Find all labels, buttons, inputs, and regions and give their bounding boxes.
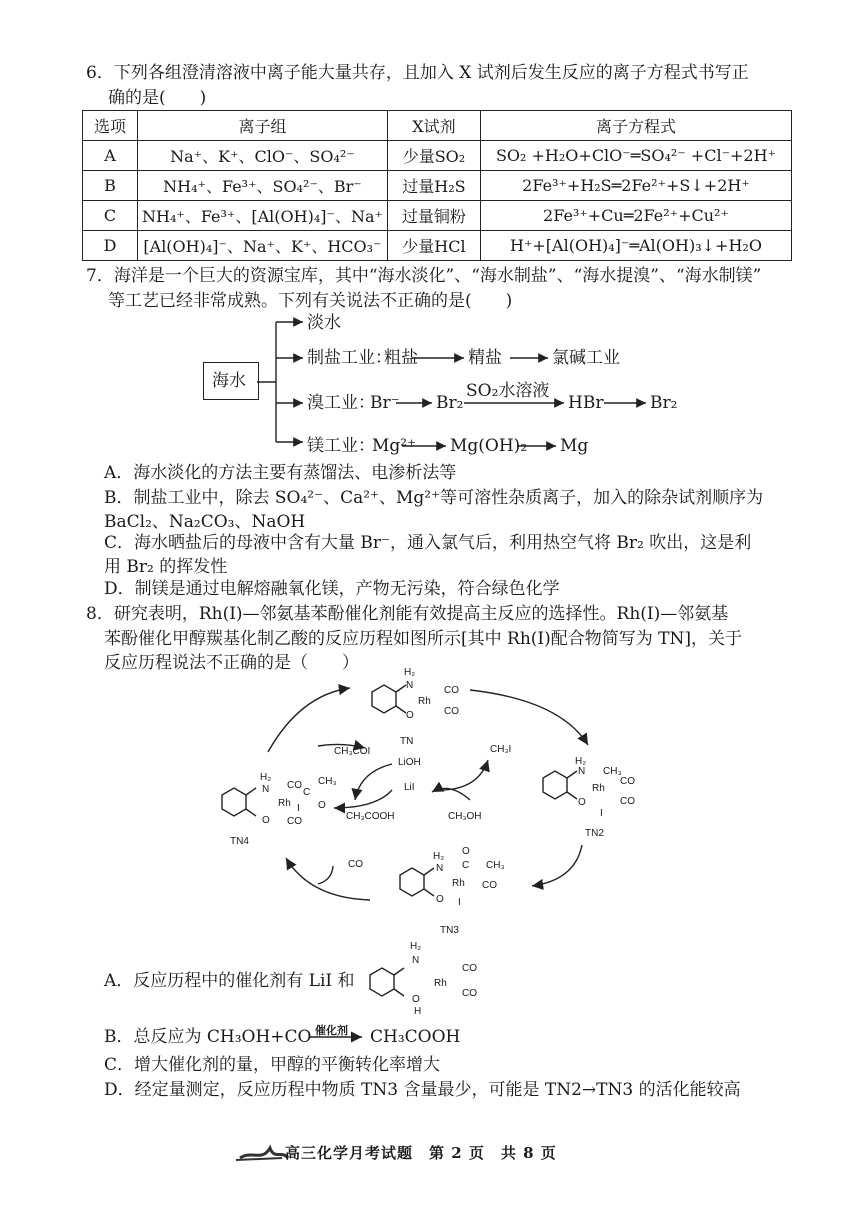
tn-h2: H₂ xyxy=(404,667,416,678)
opt-a-h: H xyxy=(414,1006,422,1017)
table-header: 离子方程式 xyxy=(480,111,791,141)
q7-option-c-line2: 用 Br₂ 的挥发性 xyxy=(104,557,228,577)
q7-option-c-line1: C．海水晒盐后的母液中含有大量 Br⁻，通入氯气后，利用热空气将 Br₂ 吹出，这是利 xyxy=(104,533,752,553)
co-reagent: CO xyxy=(348,859,363,870)
table-cell: [Al(OH)₄]⁻、Na⁺、K⁺、HCO₃⁻ xyxy=(138,231,388,261)
bromide-ion: Br⁻ xyxy=(370,393,400,413)
table-header: 选项 xyxy=(83,111,138,141)
table-cell: 过量铜粉 xyxy=(387,201,480,231)
bromine-2: Br₂ xyxy=(650,393,678,413)
tn4-o2: O xyxy=(318,800,326,811)
table-cell: Na⁺、K⁺、ClO⁻、SO₄²⁻ xyxy=(138,141,388,171)
lioh: LiOH xyxy=(398,757,421,768)
q6-stem-line1: 6．下列各组澄清溶液中离子能大量共存，且加入 X 试剂后发生反应的离子方程式书写正 xyxy=(86,63,749,83)
tn3-o: O xyxy=(436,894,444,905)
table-cell: D xyxy=(83,231,138,261)
tn2-ch3: CH₃ xyxy=(603,766,622,777)
opt-a-n: N xyxy=(412,955,420,966)
page-footer: 高三化学月考试题 第 2 页 共 8 页 xyxy=(285,1144,557,1162)
q7-stem-line1: 7．海洋是一个巨大的资源宝库，其中“海水淡化”、“海水制盐”、“海水提溴”、“海水制镁” xyxy=(86,266,762,286)
table-cell: 2Fe³⁺+Cu═2Fe²⁺+Cu²⁺ xyxy=(480,201,791,231)
ch3coi: CH₃COI xyxy=(334,746,371,757)
table-header: X试剂 xyxy=(387,111,480,141)
mg-metal: Mg xyxy=(560,436,589,456)
bromine-1: Br₂ xyxy=(436,393,464,413)
q7-stem-line2: 等工艺已经非常成熟。下列有关说法不正确的是( ) xyxy=(108,291,513,311)
table-cell: NH₄⁺、Fe³⁺、[Al(OH)₄]⁻、Na⁺ xyxy=(138,201,388,231)
tn4-rh: Rh xyxy=(278,798,291,809)
table-cell: 少量SO₂ xyxy=(387,141,480,171)
tn-n: N xyxy=(406,680,414,691)
table-cell: A xyxy=(83,141,138,171)
q6-stem-line2: 确的是( ) xyxy=(108,88,207,108)
tn-o: O xyxy=(406,710,414,721)
chlor-alkali: 氯碱工业 xyxy=(552,348,620,368)
tn2-n: N xyxy=(578,766,586,777)
tn3-o2: O xyxy=(462,846,470,857)
mg-ion: Mg²⁺ xyxy=(372,436,417,456)
table-cell: H⁺+[Al(OH)₄]⁻═Al(OH)₃↓+H₂O xyxy=(480,231,791,261)
tn-rh: Rh xyxy=(418,696,431,707)
refined-salt: 精盐 xyxy=(468,348,502,368)
tn3-rh: Rh xyxy=(452,878,465,889)
table-header: 离子组 xyxy=(138,111,388,141)
tn2-i: I xyxy=(600,808,603,819)
q7-option-d: D．制镁是通过电解熔融氧化镁，产物无污染，符合绿色化学 xyxy=(104,579,560,599)
tn3-h2: H₂ xyxy=(433,851,445,862)
tn3-co: CO xyxy=(482,880,497,891)
table-cell: 2Fe³⁺+H₂S═2Fe²⁺+S↓+2H⁺ xyxy=(480,171,791,201)
tn2-co1: CO xyxy=(620,776,635,787)
q8-option-c: C．增大催化剂的量，甲醇的平衡转化率增大 xyxy=(104,1055,441,1075)
tn3-n: N xyxy=(436,863,444,874)
tn2-h2: H₂ xyxy=(575,756,587,767)
tn2-rh: Rh xyxy=(592,783,605,794)
opt-a-co2: CO xyxy=(462,988,477,999)
tn3-ch3: CH₃ xyxy=(486,860,505,871)
branch-salt-label: 制盐工业： xyxy=(307,348,392,368)
seawater-label: 海水 xyxy=(212,371,246,391)
ch3i: CH₃I xyxy=(490,744,512,755)
tn4-co2: CO xyxy=(287,816,302,827)
so2-reagent: SO₂水溶液 xyxy=(466,381,550,401)
q7-option-b-line1: B．制盐工业中，除去 SO₄²⁻、Ca²⁺、Mg²⁺等可溶性杂质离子，加入的除杂试剂顺序为 xyxy=(104,488,764,508)
tn4-label: TN4 xyxy=(230,836,249,847)
q8-option-d: D．经定量测定，反应历程中物质 TN3 含量最少，可能是 TN2→TN3 的活化能较高 xyxy=(104,1080,741,1100)
tn4-n: N xyxy=(262,784,270,795)
tn2-co2: CO xyxy=(620,796,635,807)
tn4-h2: H₂ xyxy=(260,772,272,783)
q8-option-b-pre: B．总反应为 CH₃OH+CO xyxy=(104,1027,312,1047)
lii: LiI xyxy=(404,782,415,793)
q7-option-b-line2: BaCl₂、Na₂CO₃、NaOH xyxy=(104,512,306,532)
tn4-c: C xyxy=(303,787,311,798)
branch-bromine-label: 溴工业： xyxy=(307,393,375,413)
table-cell: B xyxy=(83,171,138,201)
q8-option-a: A．反应历程中的催化剂有 LiI 和 xyxy=(104,971,355,991)
q8-stem-line2: 苯酚催化甲醇羰基化制乙酸的反应历程如图所示[其中 Rh(Ⅰ)配合物简写为 TN]，关于 xyxy=(104,629,743,649)
tn4-ch3: CH₃ xyxy=(318,776,337,787)
tn-label: TN xyxy=(400,736,414,747)
q8-stem-line1: 8．研究表明，Rh(Ⅰ)—邻氨基苯酚催化剂能有效提高主反应的选择性。Rh(Ⅰ)—邻氨基 xyxy=(86,604,729,624)
branch-fresh-water: 淡水 xyxy=(307,313,341,333)
ch3cooh: CH₃COOH xyxy=(346,811,395,822)
table-cell: 过量H₂S xyxy=(387,171,480,201)
mg-hydroxide: Mg(OH)₂ xyxy=(450,436,528,456)
q8-option-b-post: CH₃COOH xyxy=(370,1027,461,1047)
crude-salt: 粗盐 xyxy=(384,348,418,368)
tn-co2: CO xyxy=(444,706,459,717)
opt-a-h2: H₂ xyxy=(410,941,422,952)
branch-magnesium-label: 镁工业： xyxy=(307,436,375,456)
table-cell: NH₄⁺、Fe³⁺、SO₄²⁻、Br⁻ xyxy=(138,171,388,201)
opt-a-co1: CO xyxy=(462,963,477,974)
table-cell: 少量HCl xyxy=(387,231,480,261)
table-cell: C xyxy=(83,201,138,231)
tn4-co1: CO xyxy=(287,780,302,791)
tn2-label: TN2 xyxy=(585,828,604,839)
q7-option-a: A．海水淡化的方法主要有蒸馏法、电渗析法等 xyxy=(104,463,457,483)
table-cell: SO₂ +H₂O+ClO⁻═SO₄²⁻ +Cl⁻+2H⁺ xyxy=(480,141,791,171)
opt-a-rh: Rh xyxy=(434,978,447,989)
hbr: HBr xyxy=(568,393,604,413)
tn3-label: TN3 xyxy=(440,925,459,936)
opt-a-o: O xyxy=(412,994,420,1005)
tn2-o: O xyxy=(578,797,586,808)
tn3-i: I xyxy=(458,897,461,908)
tn3-c: C xyxy=(462,860,470,871)
tn-co1: CO xyxy=(444,685,459,696)
tn4-o: O xyxy=(262,815,270,826)
tn4-i: I xyxy=(297,803,300,814)
catalyst-label: 催化剂 xyxy=(315,1025,348,1037)
q8-stem-line3: 反应历程说法不正确的是（ ） xyxy=(104,653,359,673)
ch3oh: CH₃OH xyxy=(448,811,482,822)
